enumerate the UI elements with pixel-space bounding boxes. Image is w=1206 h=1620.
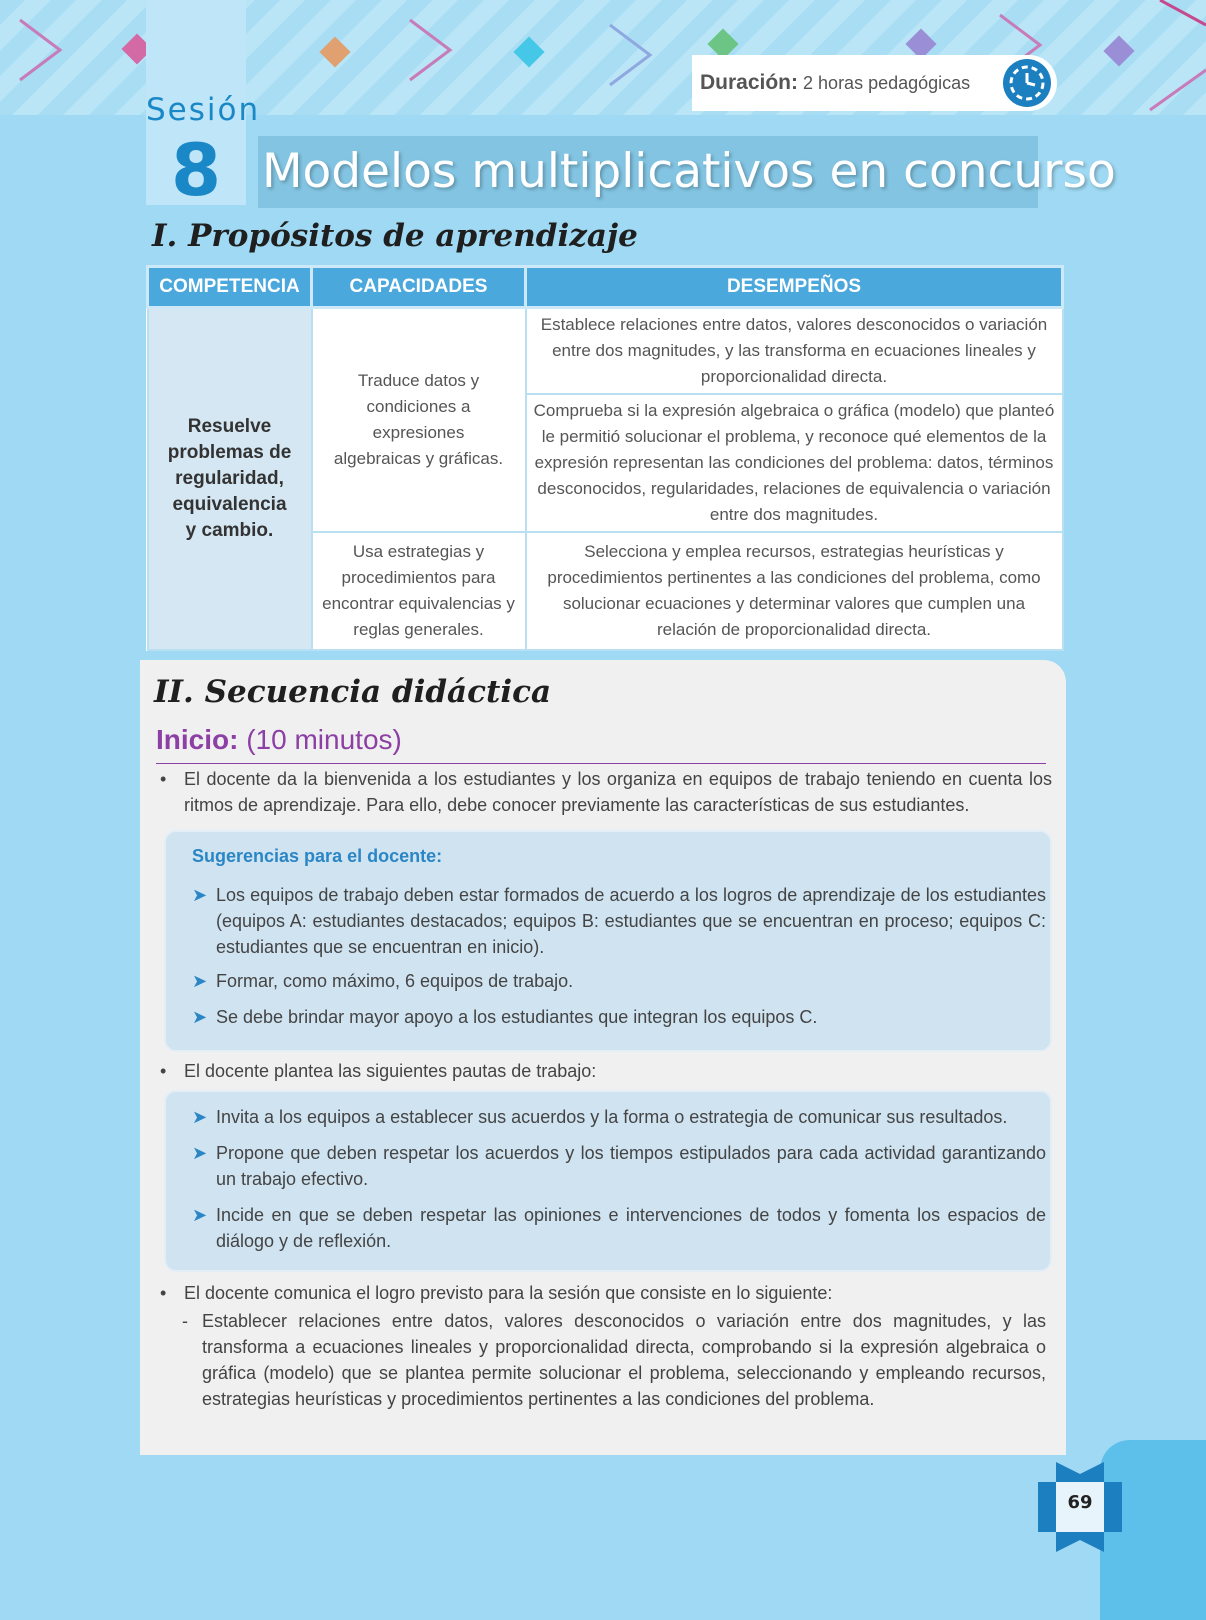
desempeno-cell: Comprueba si la expresión algebraica o gráfica (modelo) que planteó le permitió solucionar el problema, y reconoce qué elementos de la expresión representan las condiciones del problema: datos, términos desconocidos, regularidades, relaciones de equivalencia o variación entre dos magnitudes.: [526, 394, 1063, 532]
duration-badge: [692, 55, 1057, 111]
col-header-capacidades: CAPACIDADES: [312, 267, 526, 308]
inicio-duration: (10 minutos): [246, 724, 402, 755]
arrow-right-icon: ➤: [192, 1007, 208, 1027]
heading-divider: [156, 763, 1046, 764]
suggestion-item: ➤ Los equipos de trabajo deben estar formados de acuerdo a los logros de aprendizaje de los estudiantes (equipos A: estudiantes destacados; equipos B: estudiantes que se encuentran en proceso; equipos C: estudiantes que se encuentran en inicio).: [192, 882, 1046, 960]
page-title: Modelos multiplicativos en concurso: [262, 144, 1116, 199]
title-bar: [258, 136, 1116, 208]
arrow-right-icon: ➤: [192, 1205, 208, 1225]
bullet-item: • El docente da la bienvenida a los estudiantes y los organiza en equipos de trabajo teniendo en cuenta los ritmos de aprendizaje. Para ello, debe conocer previamente las características de sus estudiantes.: [156, 766, 1052, 818]
session-number: 8: [170, 128, 222, 212]
didactic-sequence-panel: [140, 660, 1066, 1455]
dash-item: - Establecer relaciones entre datos, valores desconocidos o variación entre dos magnitudes, y las transforma a ecuaciones lineales y proporcionalidad directa, comprobando si la expresión algebraica o gráfica (modelo) que se plantea permite solucionar el problema, seleccionando y empleando recursos, estrategias heurísticas y procedimientos pertinentes a las condiciones del problema.: [180, 1308, 1046, 1412]
guideline-item: ➤ Propone que deben respetar los acuerdos y los tiempos estipulados para cada actividad garantizando un trabajo efectivo.: [192, 1140, 1046, 1192]
col-header-competencia: COMPETENCIA: [148, 267, 312, 308]
capacidad-cell: Usa estrategias y procedimientos para encontrar equivalencias y reglas generales.: [312, 532, 526, 650]
col-header-desempenos: DESEMPEÑOS: [526, 267, 1063, 308]
suggestions-title: Sugerencias para el docente:: [192, 846, 443, 866]
inicio-heading: [156, 724, 402, 756]
page-number: 69: [1067, 1492, 1093, 1513]
suggestion-item: ➤ Formar, como máximo, 6 equipos de trabajo.: [192, 968, 1046, 994]
suggestions-box: [164, 830, 1052, 1052]
guidelines-box: [164, 1090, 1052, 1272]
suggestion-item: ➤ Se debe brindar mayor apoyo a los estudiantes que integran los equipos C.: [192, 1004, 1046, 1030]
clock-icon: [1003, 59, 1051, 107]
desempeno-cell: Selecciona y emplea recursos, estrategias heurísticas y procedimientos pertinentes a las condiciones del problema, como solucionar ecuaciones y determinar valores que cumplen una relación de proporcionalidad directa.: [526, 532, 1063, 650]
duration-value: 2 horas pedagógicas: [803, 73, 971, 93]
learning-purposes-table: [146, 265, 1064, 651]
arrow-right-icon: ➤: [192, 1143, 208, 1163]
capacidad-cell: [312, 308, 526, 533]
arrow-right-icon: ➤: [192, 971, 208, 991]
bullet-item: • El docente comunica el logro previsto para la sesión que consiste en lo siguiente:: [156, 1280, 1052, 1306]
desempeno-cell: Establece relaciones entre datos, valores desconocidos o variación entre dos magnitudes, y las transforma en ecuaciones lineales y proporcionalidad directa.: [526, 308, 1063, 395]
section-2-heading: II. Secuencia didáctica: [154, 674, 552, 710]
guideline-item: ➤ Invita a los equipos a establecer sus acuerdos y la forma o estrategia de comunicar sus resultados.: [192, 1104, 1046, 1130]
competencia-text: Resuelve problemas de regularidad, equivalencia y cambio.: [167, 416, 292, 541]
arrow-right-icon: ➤: [192, 885, 208, 905]
duration-label: Duración:: [700, 71, 799, 94]
page-number-badge: [1038, 1462, 1122, 1552]
bullet-item: • El docente plantea las siguientes pautas de trabajo:: [156, 1058, 1052, 1084]
competencia-cell: [148, 308, 312, 651]
guideline-item: ➤ Incide en que se deben respetar las opiniones e intervenciones de todos y fomenta los espacios de diálogo y de reflexión.: [192, 1202, 1046, 1254]
section-1-heading: I. Propósitos de aprendizaje: [152, 218, 638, 254]
arrow-right-icon: ➤: [192, 1107, 208, 1127]
session-label-box: [146, 0, 261, 212]
inicio-label: Inicio:: [156, 724, 239, 755]
capacidad-text: Traduce datos y condiciones a expresiones algebraicas y gráficas.: [333, 371, 504, 468]
session-word: Sesión: [146, 92, 261, 128]
